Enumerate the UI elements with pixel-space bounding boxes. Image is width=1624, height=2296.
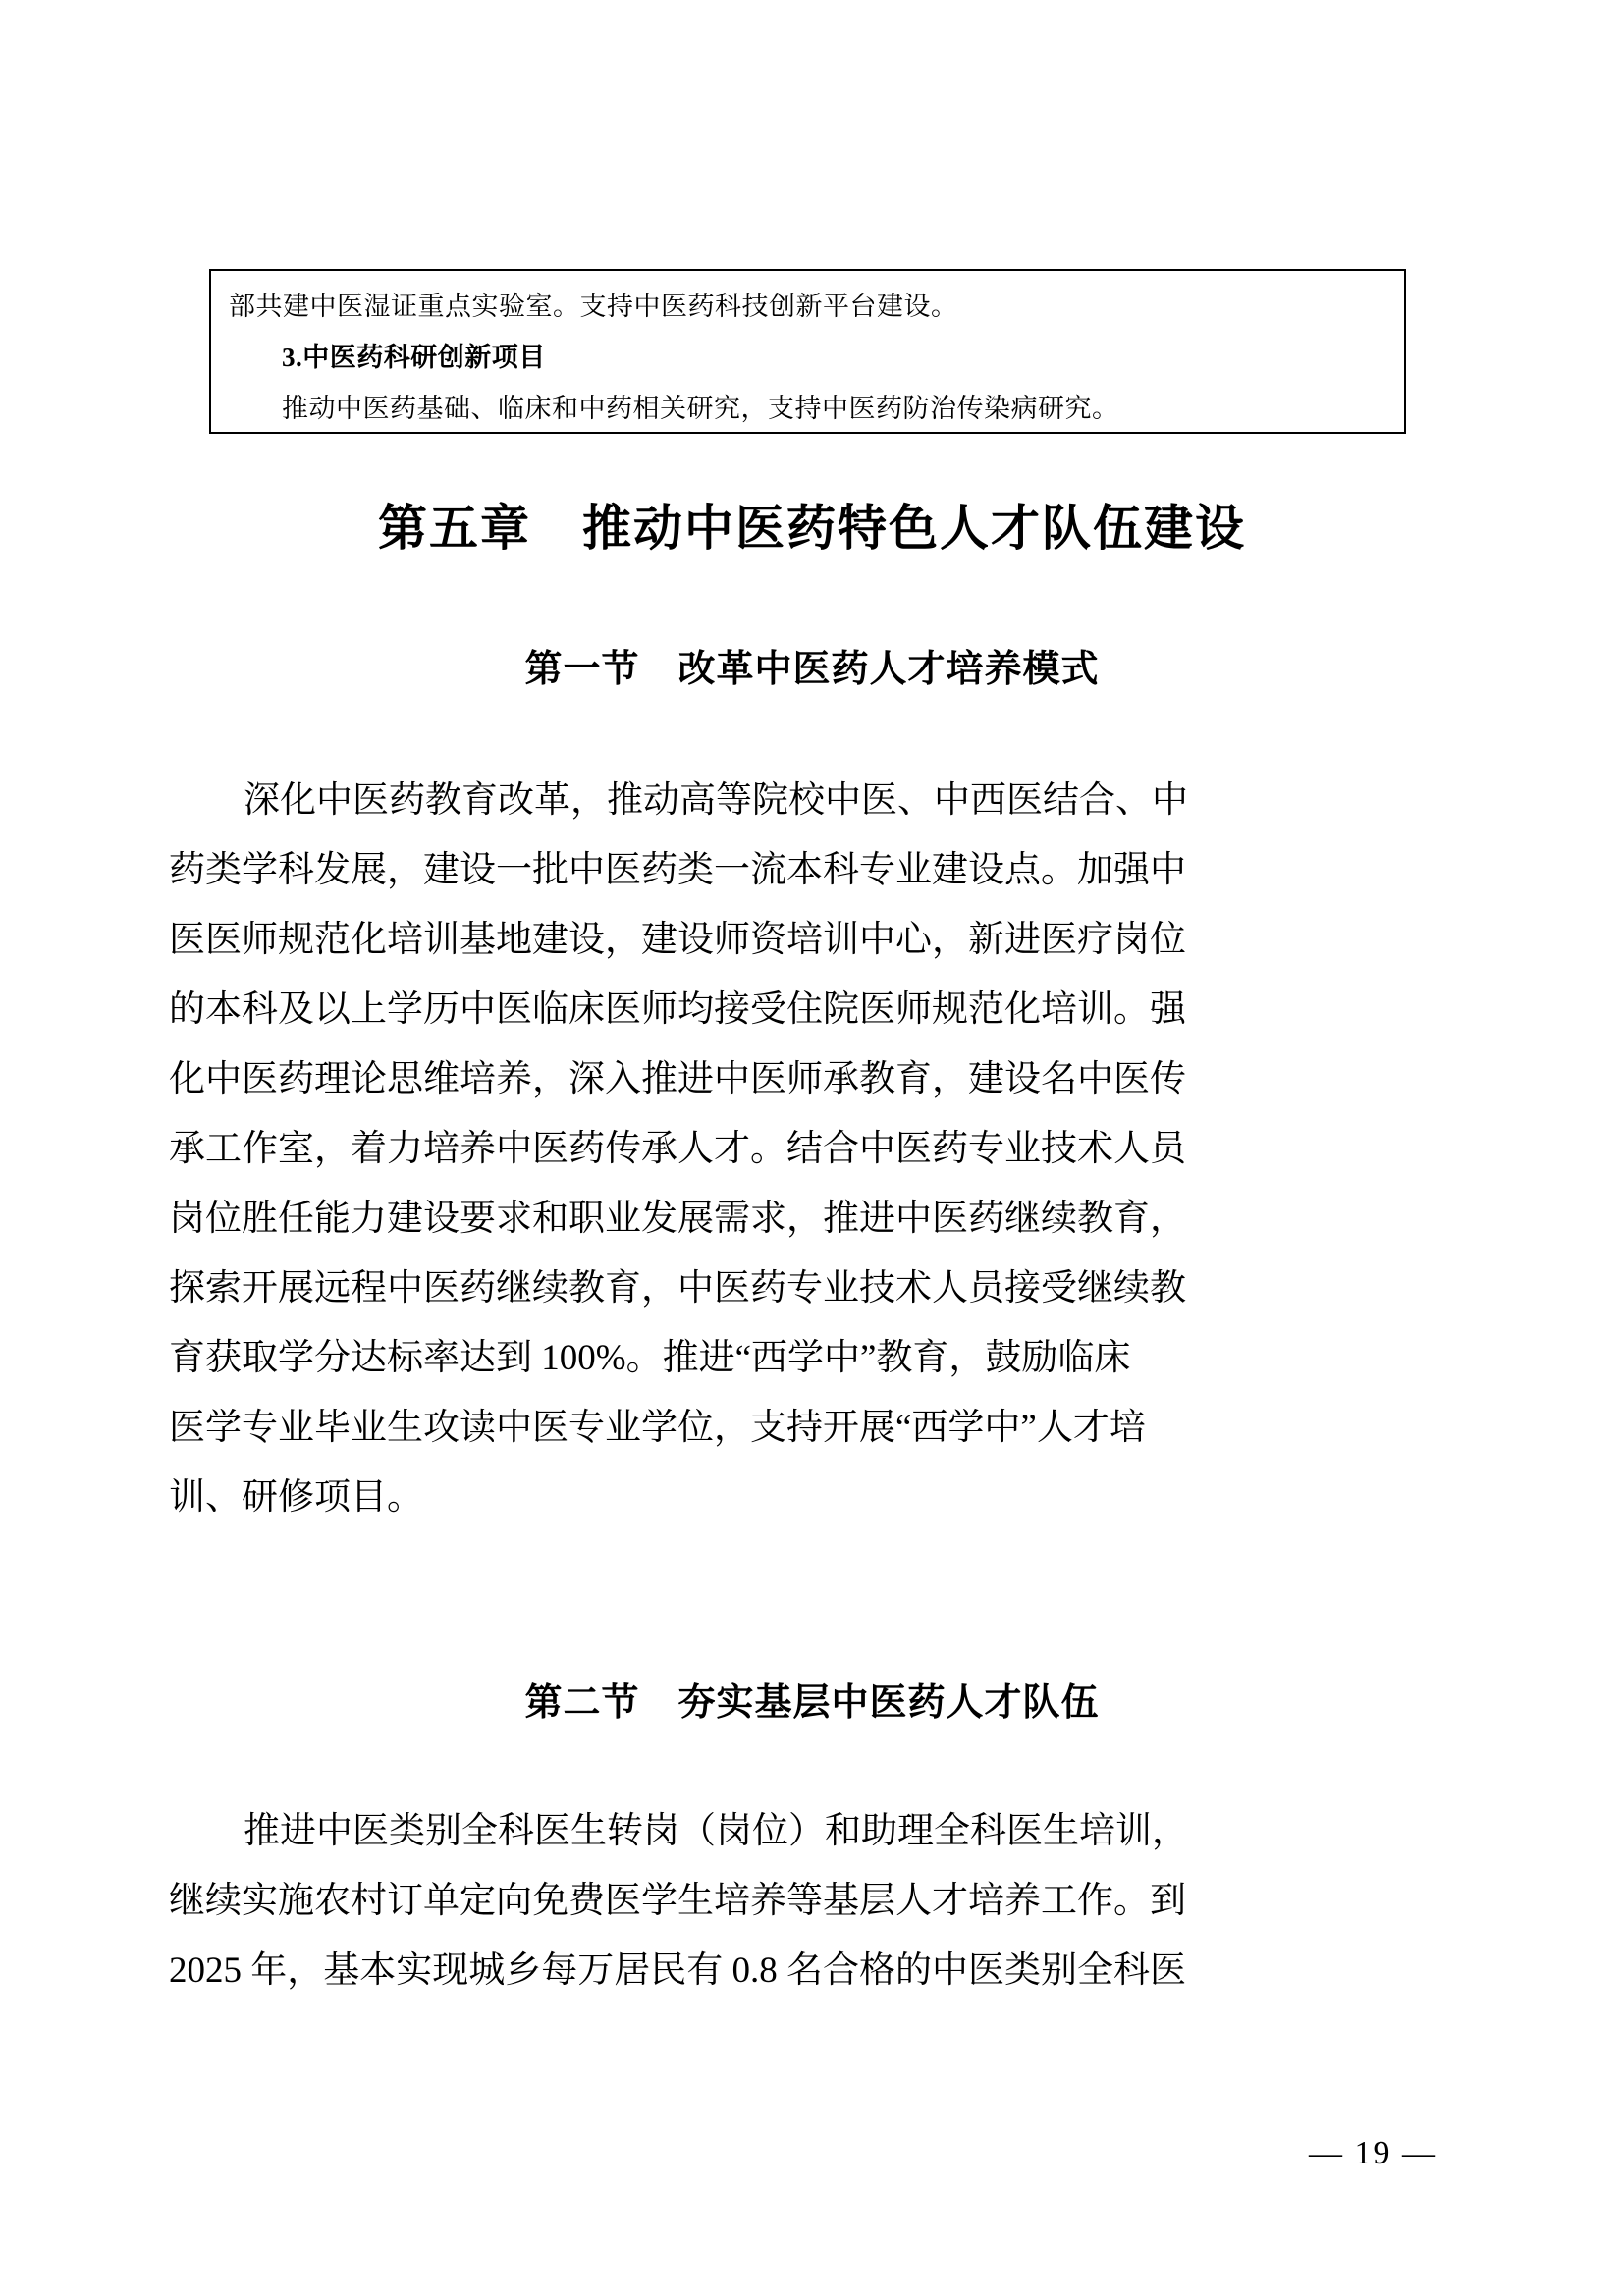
body-line: 医学专业毕业生攻读中医专业学位，支持开展“西学中”人才培 bbox=[169, 1408, 1146, 1448]
body-line: 深化中医药教育改革，推动高等院校中医、中西医结合、中 bbox=[244, 780, 1188, 821]
body-line: 承工作室，着力培养中医药传承人才。结合中医药专业技术人员 bbox=[169, 1129, 1186, 1169]
boxed-note bbox=[209, 269, 1406, 434]
body-line: 探索开展远程中医药继续教育，中医药专业技术人员接受继续教 bbox=[169, 1268, 1186, 1308]
section-heading-2: 第二节 夯实基层中医药人才队伍 bbox=[524, 1680, 1100, 1724]
body-line: 育获取学分达标率达到 100%。推进“西学中”教育，鼓励临床 bbox=[169, 1338, 1131, 1378]
chapter-title: 第五章 推动中医药特色人才队伍建设 bbox=[378, 499, 1246, 557]
body-line: 继续实施农村订单定向免费医学生培养等基层人才培养工作。到 bbox=[169, 1881, 1186, 1921]
boxed-note-line: 部共建中医湿证重点实验室。支持中医药科技创新平台建设。 bbox=[229, 292, 958, 321]
body-line: 岗位胜任能力建设要求和职业发展需求，推进中医药继续教育， bbox=[169, 1199, 1186, 1239]
body-line: 化中医药理论思维培养，深入推进中医师承教育，建设名中医传 bbox=[169, 1059, 1186, 1099]
boxed-note-content bbox=[211, 271, 1404, 434]
section-2-paragraph bbox=[169, 1796, 1437, 2005]
section-1-paragraph bbox=[169, 766, 1437, 1532]
body-line: 2025 年，基本实现城乡每万居民有 0.8 名合格的中医类别全科医 bbox=[169, 1950, 1186, 1991]
section-heading-1: 第一节 改革中医药人才培养模式 bbox=[524, 646, 1100, 690]
body-line: 推进中医类别全科医生转岗（岗位）和助理全科医生培训， bbox=[244, 1811, 1188, 1851]
boxed-note-subheading: 3.中医药科研创新项目 bbox=[282, 343, 546, 372]
body-line: 的本科及以上学历中医临床医师均接受住院医师规范化培训。强 bbox=[169, 989, 1186, 1030]
body-line: 药类学科发展，建设一批中医药类一流本科专业建设点。加强中 bbox=[169, 850, 1186, 890]
page-number: — 19 — bbox=[1309, 2135, 1437, 2171]
body-line: 医医师规范化培训基地建设，建设师资培训中心，新进医疗岗位 bbox=[169, 920, 1186, 960]
body-line: 训、研修项目。 bbox=[169, 1477, 423, 1518]
boxed-note-line: 推动中医药基础、临床和中药相关研究，支持中医药防治传染病研究。 bbox=[282, 394, 1119, 423]
